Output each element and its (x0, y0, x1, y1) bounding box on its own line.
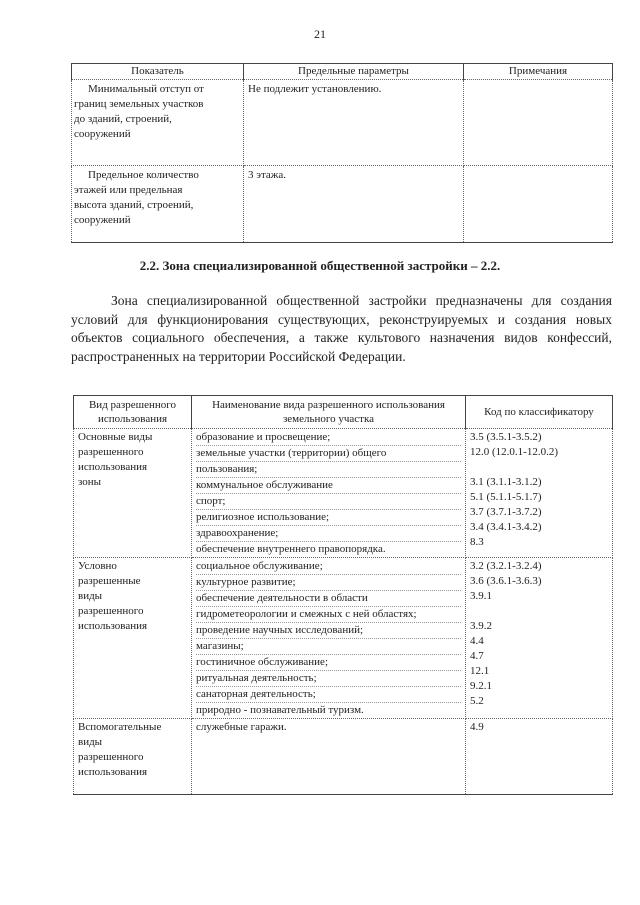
use-name: культурное развитие; (196, 575, 461, 591)
classifier-code: 12.1 (470, 665, 490, 677)
use-type-cell (74, 429, 192, 558)
use-type-line: разрешенного (78, 446, 144, 458)
header-classifier-code: Код по классификатору (466, 396, 613, 429)
use-name: пользования; (196, 462, 461, 478)
header-use-type: Вид разрешенного использования (74, 396, 192, 429)
classifier-code: 8.3 (470, 536, 484, 548)
classifier-code: 3.4 (3.4.1-3.4.2) (470, 521, 542, 533)
classifier-code: 3.7 (3.7.1-3.7.2) (470, 506, 542, 518)
indicator-cell (72, 80, 244, 166)
table-header-row (72, 64, 613, 80)
limit-cell: Не подлежит установлению. (244, 80, 464, 166)
use-type-line: разрешенные (78, 575, 141, 587)
use-name: обеспечение деятельности в области (196, 591, 461, 607)
classifier-code: 3.5 (3.5.1-3.5.2) (470, 431, 542, 443)
use-name: санаторная деятельность; (196, 687, 461, 703)
table-row (74, 558, 613, 719)
classifier-code: 12.0 (12.0.1-12.0.2) (470, 446, 558, 458)
use-type-line: Условно (78, 560, 117, 572)
limit-cell: 3 этажа. (244, 166, 464, 243)
use-type-line: использования (78, 620, 148, 632)
indicator-line: границ земельных участков (74, 98, 204, 110)
classifier-code: 5.2 (470, 695, 484, 707)
use-name: магазины; (196, 639, 461, 655)
use-name: гостиничное обслуживание; (196, 655, 461, 671)
use-type-line: Основные виды (78, 431, 153, 443)
use-type-line: разрешенного (78, 751, 144, 763)
header-notes: Примечания (464, 64, 613, 80)
use-name: социальное обслуживание; (196, 559, 461, 575)
classifier-code: 9.2.1 (470, 680, 492, 692)
use-type-cell (74, 719, 192, 795)
classifier-code (470, 604, 608, 619)
classifier-code: 4.7 (470, 650, 484, 662)
parameters-table (71, 63, 613, 243)
classifier-code: 4.4 (470, 635, 484, 647)
use-type-cell (74, 558, 192, 719)
codes-cell (466, 719, 613, 795)
use-type-line: виды (78, 736, 103, 748)
classifier-code (470, 460, 608, 475)
classifier-code: 3.1 (3.1.1-3.1.2) (470, 476, 542, 488)
use-name: спорт; (196, 494, 461, 510)
use-name: здравоохранение; (196, 526, 461, 542)
indicator-cell (72, 166, 244, 243)
use-name: ритуальная деятельность; (196, 671, 461, 687)
codes-cell (466, 429, 613, 558)
classifier-code: 5.1 (5.1.1-5.1.7) (470, 491, 542, 503)
use-type-line: использования (78, 766, 148, 778)
use-name: обеспечение внутреннего правопорядка. (196, 543, 386, 555)
indicator-line: Минимальный отступ от (88, 83, 204, 95)
indicator-line: сооружений (74, 214, 131, 226)
use-type-line: Вспомогательные (78, 721, 162, 733)
use-name: природно - познавательный туризм. (196, 704, 364, 716)
classifier-code: 4.9 (470, 721, 484, 733)
page-number: 21 (314, 27, 326, 41)
note-cell (464, 166, 613, 243)
use-name: служебные гаражи. (196, 721, 287, 733)
table-row (74, 429, 613, 558)
indicator-line: до зданий, строений, (74, 113, 172, 125)
use-names-cell (192, 558, 466, 719)
use-name: религиозное использование; (196, 510, 461, 526)
indicator-line: высота зданий, строений, (74, 199, 194, 211)
use-type-line: использования (78, 461, 148, 473)
classifier-code: 3.6 (3.6.1-3.6.3) (470, 575, 542, 587)
use-name: образование и просвещение; (196, 430, 461, 446)
codes-cell (466, 558, 613, 719)
use-names-cell (192, 429, 466, 558)
use-type-line: зоны (78, 476, 102, 488)
zone-description: Зона специализированной общественной застройки предназначены для создания условий для функционирования существующих, реконструируемых и создания новых объектов социального обеспечения, а также культового назначения видов конфессий, распространенных на территории Российской Федерации. (71, 293, 612, 364)
use-name: земельные участки (территории) общего (196, 446, 461, 462)
indicator-line: Предельное количество (88, 169, 199, 181)
header-indicator: Показатель (72, 64, 244, 80)
note-cell (464, 80, 613, 166)
classifier-code: 3.9.2 (470, 620, 492, 632)
use-name: гидрометеорологии и смежных с ней областях; (196, 607, 461, 623)
use-name: проведение научных исследований; (196, 623, 461, 639)
table-row (72, 80, 613, 166)
table-row (74, 719, 613, 795)
use-name: коммунальное обслуживание (196, 478, 461, 494)
use-names-cell (192, 719, 466, 795)
classifier-code: 3.2 (3.2.1-3.2.4) (470, 560, 542, 572)
classifier-code: 3.9.1 (470, 590, 492, 602)
use-type-line: разрешенного (78, 605, 144, 617)
header-use-name: Наименование вида разрешенного использования земельного участка (192, 396, 466, 429)
header-limits: Предельные параметры (244, 64, 464, 80)
indicator-line: сооружений (74, 128, 131, 140)
table-header-row (74, 396, 613, 429)
use-type-line: виды (78, 590, 103, 602)
indicator-line: этажей или предельная (74, 184, 183, 196)
permitted-use-table (73, 395, 613, 795)
section-heading: 2.2. Зона специализированной общественной застройки – 2.2. (139, 258, 501, 273)
table-row (72, 166, 613, 243)
